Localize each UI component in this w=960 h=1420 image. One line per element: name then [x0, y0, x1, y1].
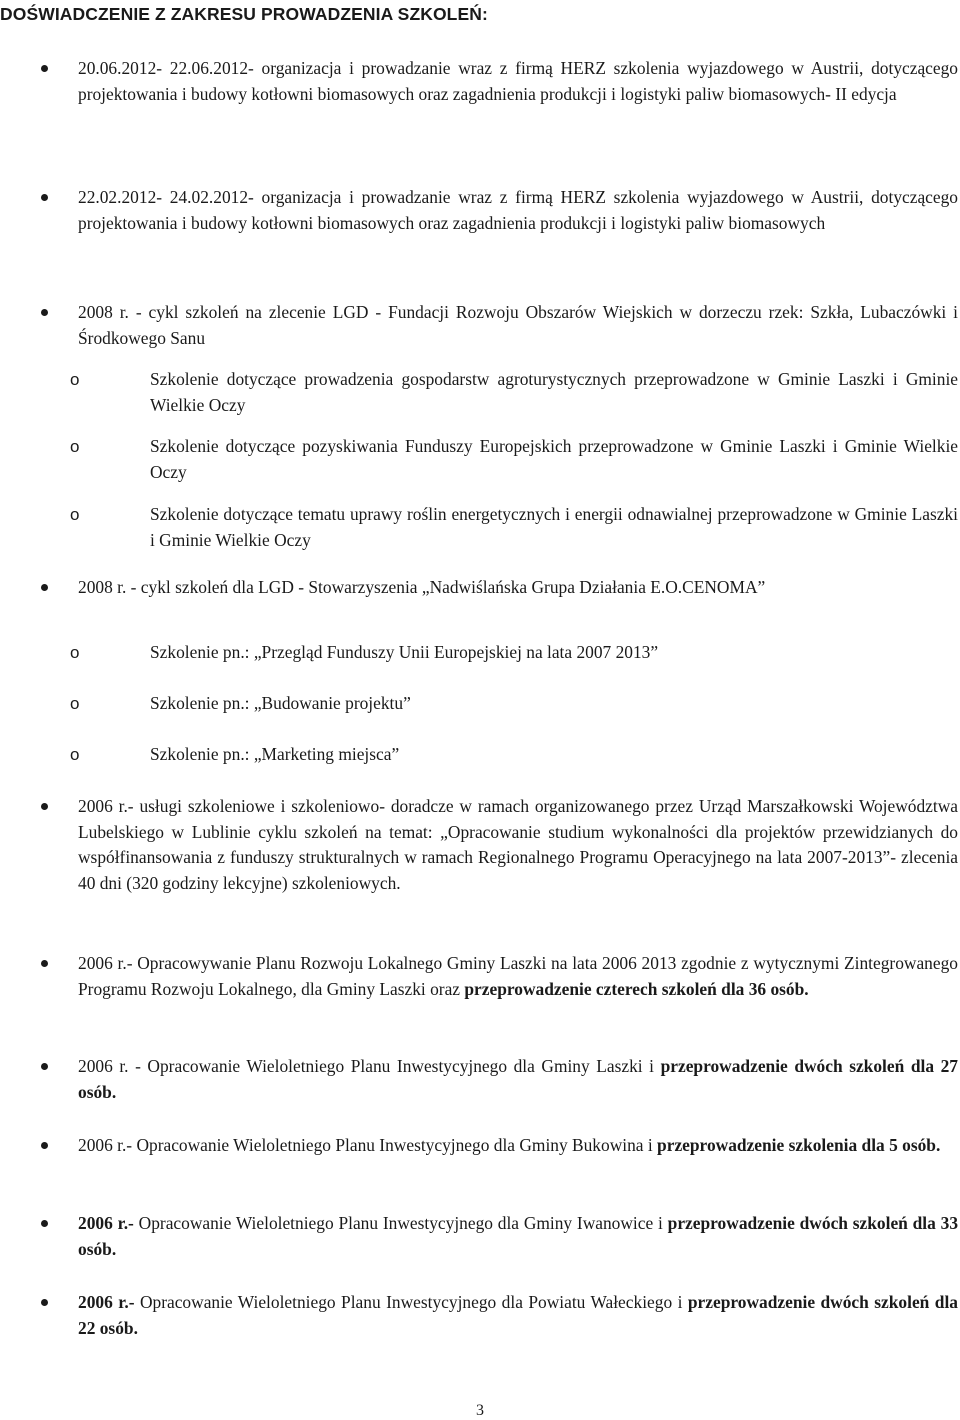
section-heading: DOŚWIADCZENIE Z ZAKRESU PROWADZENIA SZKOLEŃ: — [0, 4, 488, 24]
list-item-bold-text: przeprowadzenie dwóch szkoleń dla 27 osób. — [78, 1056, 958, 1102]
bullet-icon — [41, 584, 48, 591]
sub-list-item-text: Szkolenie dotyczące prowadzenia gospodarstw agroturystycznych przeprowadzone w Gminie Laszki i Gminie Wielkie Oczy — [150, 369, 958, 415]
bullet-icon — [41, 1299, 48, 1306]
list-item-text: 2006 r. - Opracowanie Wieloletniego Planu Inwestycyjnego dla Gminy Laszki i — [78, 1056, 655, 1076]
sub-list-item — [70, 434, 958, 485]
list-item-bold-text: przeprowadzenie dwóch szkoleń dla 33 osób. — [78, 1213, 959, 1259]
list-item-lead-text: 2006 r.- — [78, 1292, 135, 1312]
sub-list-item-text: Szkolenie pn.: „Marketing miejsca” — [150, 744, 400, 764]
list-item-lead-text: 2006 r.- — [78, 1213, 134, 1233]
circle-bullet-icon: o — [70, 437, 80, 456]
circle-bullet-icon: o — [70, 370, 80, 389]
list-item — [78, 951, 958, 1002]
list-item-text: 2008 r. - cykl szkoleń dla LGD - Stowarzyszenia „Nadwiślańska Grupa Działania E.O.CENOMA” — [78, 577, 766, 597]
bullet-icon — [41, 803, 48, 810]
bullet-icon — [41, 960, 48, 967]
list-item — [78, 575, 958, 601]
circle-bullet-icon: o — [70, 643, 80, 662]
list-item — [78, 1211, 958, 1262]
circle-bullet-icon: o — [70, 694, 80, 713]
sub-list-item-text: Szkolenie pn.: „Przegląd Funduszy Unii Europejskiej na lata 2007 2013” — [150, 642, 659, 662]
sub-list-item — [70, 502, 958, 553]
bullet-icon — [41, 1063, 48, 1070]
list-item-bold-text: przeprowadzenie czterech szkoleń dla 36 osób. — [464, 978, 809, 999]
list-item-bold-text: przeprowadzenie szkolenia dla 5 osób. — [657, 1135, 941, 1155]
list-item-text: 22.02.2012- 24.02.2012- organizacja i prowadzanie wraz z firmą HERZ szkolenia wyjazdowego w Austrii, dotyczącego projektowania i budowy kotłowni biomasowych oraz zagadnienia produkcji i logistyki paliw biomasowych — [78, 187, 958, 233]
page-number: 3 — [476, 1402, 484, 1419]
list-item — [78, 185, 958, 236]
bullet-icon — [41, 1142, 48, 1149]
bullet-icon — [41, 65, 48, 72]
list-item-text: 2008 r. - cykl szkoleń na zlecenie LGD - Fundacji Rozwoju Obszarów Wiejskich w dorzeczu rzek: Szkła, Lubaczówki i Środkowego Sanu — [78, 302, 958, 348]
sub-list-item-text: Szkolenie dotyczące tematu uprawy roślin energetycznych i energii odnawialnej przeprowadzone w Gminie Laszki i Gminie Wielkie Oczy — [150, 504, 958, 550]
list-item-text: 2006 r.- Opracowanie Wieloletniego Planu Inwestycyjnego dla Gminy Bukowina i — [78, 1135, 653, 1155]
sub-list-item-text: Szkolenie dotyczące pozyskiwania Funduszy Europejskich przeprowadzone w Gminie Laszki i Gminie Wielkie Oczy — [150, 436, 958, 482]
bullet-icon — [41, 309, 48, 316]
sub-list-item-text: Szkolenie pn.: „Budowanie projektu” — [150, 693, 411, 713]
list-item — [78, 1290, 958, 1341]
list-item-text: Opracowanie Wieloletniego Planu Inwestycyjnego dla Powiatu Wałeckiego i — [139, 1292, 683, 1312]
list-item — [78, 794, 958, 896]
circle-bullet-icon: o — [70, 505, 80, 524]
bullet-icon — [41, 194, 48, 201]
sub-list-item — [70, 367, 958, 418]
list-item-text: 20.06.2012- 22.06.2012- organizacja i prowadzanie wraz z firmą HERZ szkolenia wyjazdowego w Austrii, dotyczącego projektowania i budowy kotłowni biomasowych oraz zagadnienia produkcji i logistyki paliw biomasowych- II edycja — [78, 58, 958, 104]
list-item — [78, 1054, 958, 1105]
list-item — [78, 1133, 958, 1159]
sub-list-item — [70, 691, 958, 717]
list-item-text: 2006 r.- usługi szkoleniowe i szkoleniowo- doradcze w ramach organizowanego przez Urząd Marszałkowski Województwa Lubelskiego w Lublinie cyklu szkoleń na temat: „Opracowanie studium wykonalności dla projektów przewidzianych do współfinansowania z funduszy strukturalnych w ramach Regionalnego Programu Operacyjnego na lata 2007-2013”- zlecenia 40 dni (320 godziny lekcyjne) szkoleniowych. — [78, 796, 958, 893]
list-item — [78, 300, 958, 351]
list-item-bold-text: przeprowadzenie dwóch szkoleń dla 22 osób. — [78, 1292, 958, 1338]
list-item-text: 2006 r.- Opracowywanie Planu Rozwoju Lokalnego Gminy Laszki na lata 2006 2013 zgodnie z wytycznymi Zintegrowanego Programu Rozwoju Lokalnego, dla Gminy Laszki oraz — [78, 953, 958, 999]
circle-bullet-icon: o — [70, 745, 80, 764]
sub-list-item — [70, 640, 958, 666]
bullet-icon — [41, 1220, 48, 1227]
sub-list-item — [70, 742, 958, 768]
list-item-text: Opracowanie Wieloletniego Planu Inwestycyjnego dla Gminy Iwanowice i — [138, 1213, 663, 1233]
list-item — [78, 56, 958, 107]
